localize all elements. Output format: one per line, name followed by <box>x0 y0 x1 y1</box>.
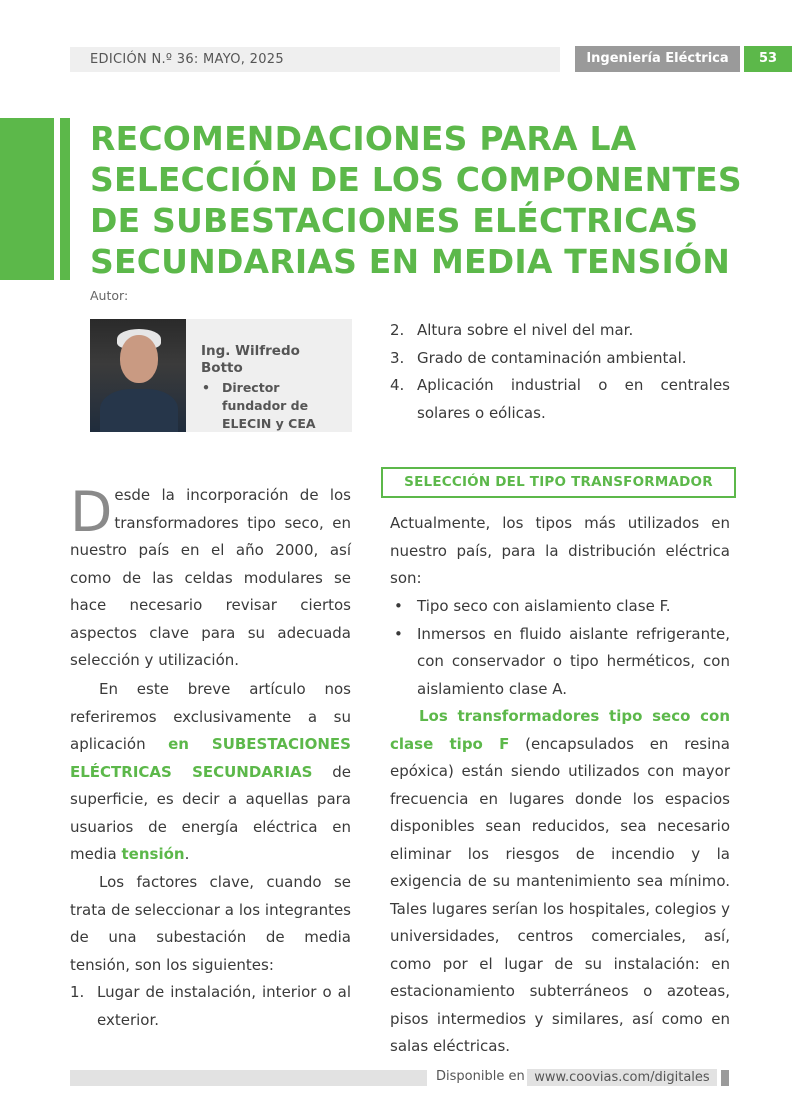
footer-label: Disponible en <box>436 1069 525 1084</box>
bullet-icon: • <box>394 624 403 643</box>
paragraph-intro <box>70 482 351 675</box>
list-item <box>390 317 730 345</box>
page-number: 53 <box>744 46 792 72</box>
drop-cap: D <box>70 480 113 544</box>
author-role-text: Director fundador de ELECIN y CEA <box>222 380 316 431</box>
highlight-subestaciones: en SUBESTACIONES ELÉCTRICAS SECUNDARIAS <box>70 735 351 781</box>
author-label: Autor: <box>90 288 129 303</box>
author-photo <box>90 319 186 432</box>
footer-bar <box>70 1070 427 1086</box>
bullet-icon: • <box>394 597 403 615</box>
list-item <box>390 593 730 621</box>
section-heading: SELECCIÓN DEL TIPO TRANSFORMADOR <box>381 467 736 498</box>
list-text: Altura sobre el nivel del mar. <box>417 321 634 339</box>
paragraph-factors: Los factores clave, cuando se trata de seleccionar a los integrantes de una subestación de media tensión, son los siguientes: <box>70 873 351 974</box>
list-number: 4. <box>390 376 405 394</box>
dry-type-text: (encapsulados en resina epóxica) están siendo utilizados con mayor frecuencia en lugares donde los espacios disponibles sean reducidos, sea necesario eliminar los riesgos de incendio y la exigencia de su mantenimiento sea mínimo. Tales lugares serían los hospitales, colegios y universidades, centros comerciales, así, como por el lugar de su instalación: en estacionamiento subterráneos o azoteas, pisos intermedios y similares, así como en salas eléctricas. <box>390 734 730 1055</box>
bullet-icon: • <box>202 380 210 395</box>
article-title: RECOMENDACIONES PARA LA SELECCIÓN DE LOS COMPONENTES DE SUBESTACIONES ELÉCTRICAS SECUNDARIAS EN MEDIA TENSIÓN <box>90 119 742 281</box>
highlight-tension: tensión <box>121 845 185 863</box>
footer-end-block <box>721 1070 729 1086</box>
intro-text: esde la incorporación de los transformadores tipo seco, en nuestro país en el año 2000, así como de las celdas modulares se hace necesario revisar ciertos aspectos clave para su adecuada selección y utilización. <box>70 486 351 669</box>
paragraph-dry-transformers <box>390 703 730 1061</box>
scope-text-a: En este breve artículo nos referiremos exclusivamente a su aplicación <box>70 680 351 753</box>
edition-label: EDICIÓN N.º 36: MAYO, 2025 <box>90 52 284 67</box>
paragraph-scope <box>70 676 351 869</box>
section-label: Ingeniería Eléctrica <box>575 46 740 72</box>
author-card <box>90 319 352 432</box>
highlight-dry-type: Los transformadores tipo seco con clase tipo F <box>390 707 730 753</box>
list-number: 2. <box>390 321 405 339</box>
list-item <box>70 979 351 1034</box>
paragraph-types-intro: Actualmente, los tipos más utilizados en nuestro país, para la distribución eléctrica son: <box>390 514 730 587</box>
scope-text-b: de superficie, es decir a aquellas para usuarios de energía eléctrica en media <box>70 762 351 863</box>
list-number: 3. <box>390 348 405 367</box>
list-text: Tipo seco con aislamiento clase F. <box>417 597 671 615</box>
list-number: 1. <box>70 983 85 1001</box>
list-item <box>390 621 730 704</box>
list-text: Inmersos en fluido aislante refrigerante, con conservador o tipo herméticos, con aislamiento clase A. <box>417 624 730 698</box>
author-role <box>202 379 347 433</box>
list-item <box>390 372 730 427</box>
author-name: Ing. Wilfredo Botto <box>201 343 300 376</box>
title-accent-thin-bar <box>60 118 70 280</box>
scope-text-end: . <box>184 845 190 863</box>
title-accent-bar <box>0 118 54 280</box>
list-item <box>390 345 730 373</box>
list-text: Grado de contaminación ambiental. <box>417 348 687 367</box>
footer-url-link[interactable]: www.coovias.com/digitales <box>527 1069 717 1086</box>
list-text: Lugar de instalación, interior o al exterior. <box>97 983 351 1029</box>
list-text: Aplicación industrial o en centrales solares o eólicas. <box>417 376 730 422</box>
